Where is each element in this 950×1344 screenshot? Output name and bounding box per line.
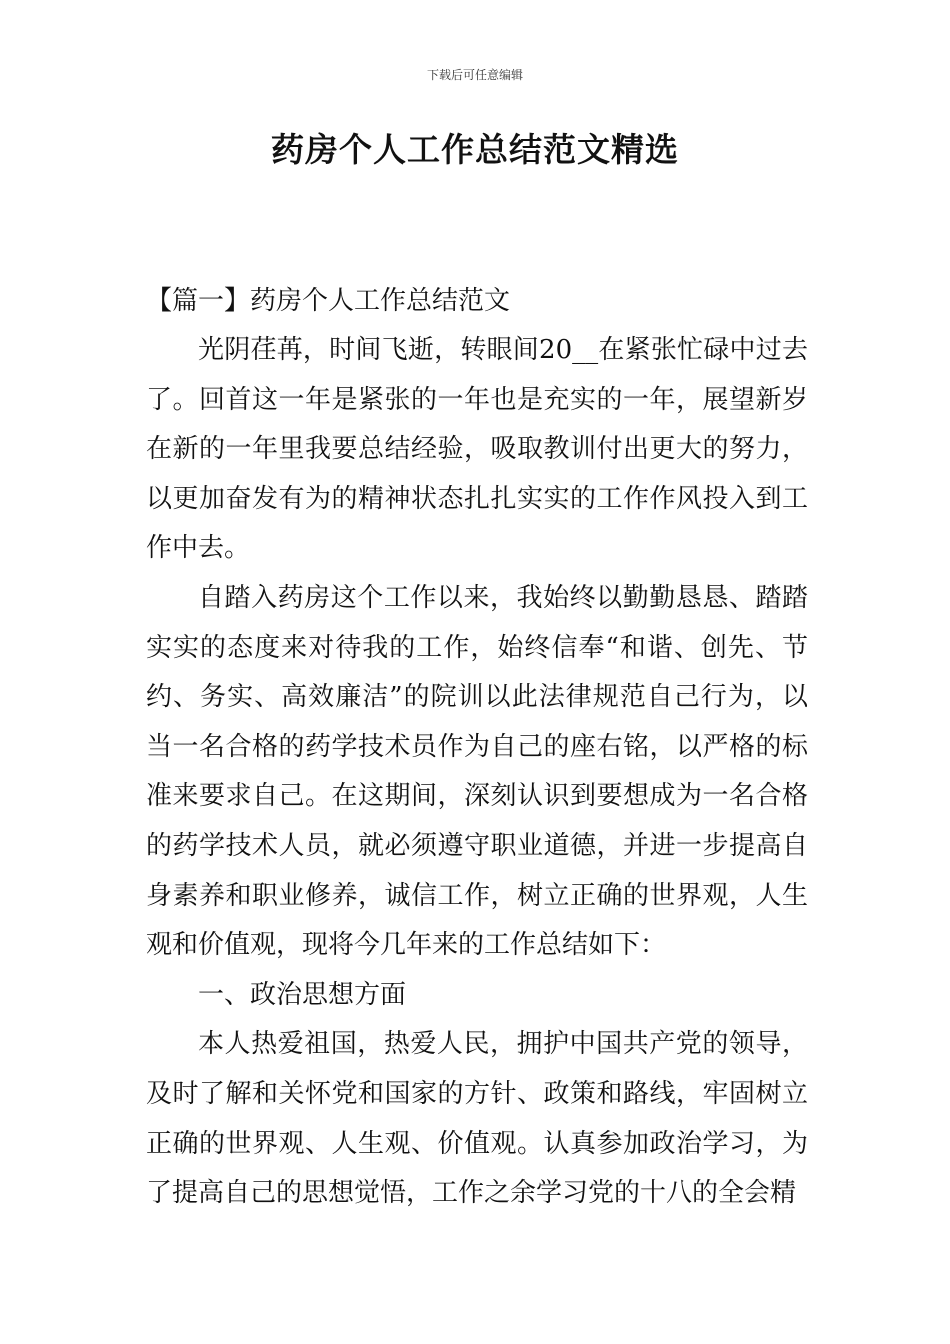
paragraph-2: 自踏入药房这个工作以来，我始终以勤勤恳恳、踏踏实实的态度来对待我的工作，始终信奉“和谐、创先、节约、务实、高效廉洁”的院训以此法律规范自己行为，以当一名合格的药学技术员作为自己的座右铭，以严格的标准来要求自己。在这期间，深刻认识到要想成为一名合格的药学技术人员，就必须遵守职业道德，并进一步提高自身素养和职业修养，诚信工作，树立正确的世界观，人生观和价值观，现将今几年来的工作总结如下： [146, 582, 808, 961]
section-heading: 【篇一】药房个人工作总结范文 [146, 286, 511, 316]
subheading-politics: 一、政治思想方面 [198, 979, 407, 1010]
paragraph-1: 光阴荏苒，时间飞逝，转眼间20__在紧张忙碌中过去了。回首这一年是紧张的一年也是充实的一年，展望新岁在新的一年里我要总结经验，吸取教训付出更大的努力，以更加奋发有为的精神状态扎扎实实的工作作风投入到工作中去。 [146, 335, 808, 564]
document-title: 药房个人工作总结范文精选 [271, 130, 679, 169]
paragraph-3: 本人热爱祖国，热爱人民，拥护中国共产党的领导，及时了解和关怀党和国家的方针、政策和路线，牢固树立正确的世界观、人生观、价值观。认真参加政治学习，为了提高自己的思想觉悟，工作之余学习党的十八的全会精 [146, 1029, 808, 1209]
document-body [146, 276, 808, 1219]
header-note: 下载后可任意编辑 [426, 68, 523, 82]
